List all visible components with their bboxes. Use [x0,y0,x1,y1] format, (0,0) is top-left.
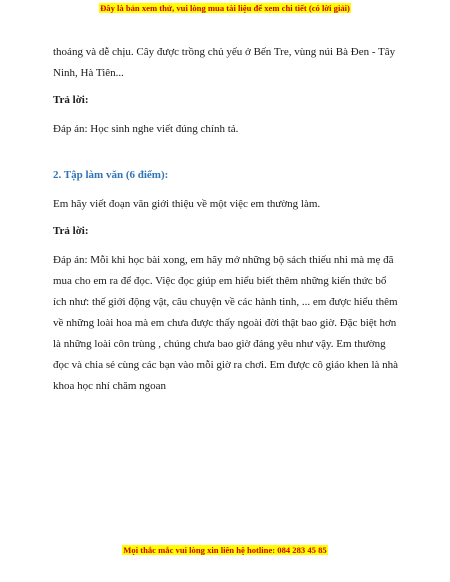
hotline-banner [0,545,450,555]
preview-notice-banner [0,0,450,27]
section-2-prompt: Em hãy viết đoạn văn giới thiệu về một việc em thường làm. [53,198,321,210]
hotline-text: Mọi thắc mắc vui lòng xin liên hệ hotline: 084 283 45 85 [123,545,327,555]
answer-label-2: Trả lời: [53,225,89,237]
answer-2: Đáp án: Mỗi khi học bài xong, em hãy mở những bộ sách thiếu nhi mà mẹ đã mua cho em ra để đọc. Việc đọc giúp em hiểu biết thêm những kiến thức bổ ích như: thế giới động vật, câu chuyện về các hành tinh, ... em được hiểu thêm về những loài hoa mà em chưa được thấy ngoài đời thật bao giờ. Đặc biệt hơn là những loài côn trùng , chúng chưa bao giờ đáng yêu như vậy. Em thường đọc và chia sẻ cùng các bạn vào mỗi giờ ra chơi. Em được cô giáo khen là nhà khoa học nhí chăm ngoan [53,254,399,392]
section-2-title: 2. Tập làm văn (6 điểm): [53,169,169,181]
answer-label-1: Trả lời: [53,94,89,106]
document-body [53,42,399,397]
preview-notice-text: Đây là bản xem thử, vui lòng mua tài liệu để xem chi tiết (có lời giải) [100,3,350,13]
intro-paragraph: thoáng và dễ chịu. Cây được trồng chủ yếu ở Bến Tre, vùng núi Bà Đen - Tây Ninh, Hà Tiên... [53,46,396,79]
answer-1: Đáp án: Học sinh nghe viết đúng chính tả. [53,123,239,135]
